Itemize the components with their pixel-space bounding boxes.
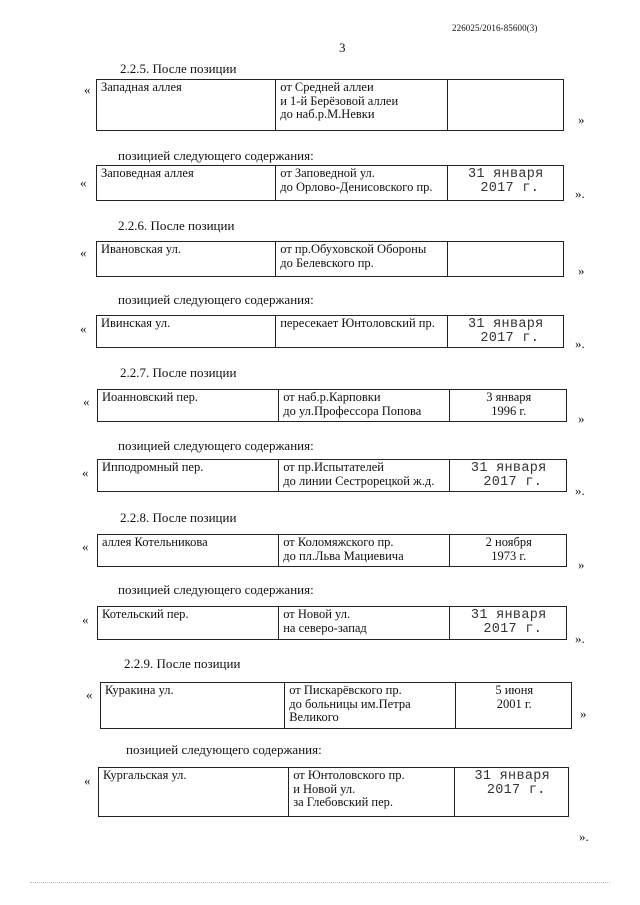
- close-quote: »: [580, 706, 587, 721]
- street-name-cell: [97, 80, 276, 130]
- section-heading: позицией следующего содержания:: [118, 582, 314, 597]
- date-cell: [455, 768, 568, 816]
- street-table-row: [100, 682, 572, 729]
- close-quote: »: [578, 112, 585, 127]
- open-quote: «: [82, 465, 89, 480]
- route-line: до ул.Профессора Попова: [283, 403, 422, 418]
- route-line: от наб.р.Карповки: [283, 390, 381, 404]
- date-line: 2017 г.: [483, 622, 543, 637]
- route-line: от Юнтоловского пр.: [293, 768, 405, 782]
- route-line: Великого: [289, 710, 339, 724]
- route-line: и 1-й Берёзовой аллеи: [280, 93, 399, 108]
- street-route-cell: [276, 80, 447, 130]
- open-quote: «: [80, 175, 87, 190]
- street-route-cell: [279, 460, 450, 491]
- date-line: 2017 г.: [486, 783, 546, 798]
- date-cell: [450, 535, 566, 566]
- open-quote: «: [84, 82, 91, 97]
- date-line: 31 января: [474, 769, 551, 784]
- street-table-row: [97, 389, 567, 422]
- route-line: от пр.Испытателей: [283, 460, 384, 474]
- street-route-cell: [285, 683, 456, 728]
- date-line: 2017 г.: [480, 331, 540, 346]
- section-heading: 2.2.8. После позиции: [120, 510, 237, 525]
- street-name-cell: [98, 460, 279, 491]
- date-line: 31 января: [467, 317, 544, 332]
- section-heading: 2.2.6. После позиции: [118, 218, 235, 233]
- open-quote: «: [83, 394, 90, 409]
- open-quote: «: [84, 773, 91, 788]
- street-table-row: [96, 79, 564, 131]
- close-quote: ».: [579, 829, 589, 844]
- date-line: 2001 г.: [496, 696, 532, 711]
- date-line: 3 января: [486, 390, 532, 404]
- street-table-row: [96, 315, 564, 348]
- section-heading: 2.2.7. После позиции: [120, 365, 237, 380]
- open-quote: «: [86, 687, 93, 702]
- street-name: аллея Котельникова: [102, 535, 208, 549]
- street-table-row: [97, 606, 567, 640]
- date-cell: [448, 80, 564, 130]
- footer-divider: [30, 882, 610, 883]
- street-name: Заповедная аллея: [101, 166, 194, 180]
- open-quote: «: [82, 539, 89, 554]
- street-table-row: [96, 165, 564, 201]
- date-cell: [450, 390, 566, 421]
- close-quote: ».: [575, 186, 585, 201]
- date-cell: [448, 166, 564, 200]
- section-heading: позицией следующего содержания:: [118, 292, 314, 307]
- section-heading: позицией следующего содержания:: [126, 742, 322, 757]
- street-name: Кургальская ул.: [103, 768, 187, 782]
- street-name-cell: [98, 390, 279, 421]
- street-name-cell: [99, 768, 289, 816]
- route-line: до линии Сестрорецкой ж.д.: [283, 473, 435, 488]
- date-cell: [448, 242, 564, 276]
- open-quote: «: [80, 321, 87, 336]
- date-line: 2017 г.: [483, 475, 543, 490]
- route-line: пересекает Юнтоловский пр.: [280, 316, 435, 330]
- date-line: 2017 г.: [480, 181, 540, 196]
- street-name-cell: [98, 535, 279, 566]
- street-route-cell: [279, 390, 450, 421]
- route-line: от пр.Обуховской Обороны: [280, 242, 427, 256]
- street-table-row: [97, 459, 567, 492]
- route-line: от Новой ул.: [283, 607, 351, 621]
- route-line: от Коломяжского пр.: [283, 535, 394, 549]
- open-quote: «: [82, 612, 89, 627]
- route-line: до больницы им.Петра: [289, 696, 411, 711]
- route-line: до Орлово-Денисовского пр.: [280, 179, 433, 194]
- route-line: от Пискарёвского пр.: [289, 683, 402, 697]
- street-name-cell: [97, 242, 276, 276]
- route-line: и Новой ул.: [293, 781, 356, 796]
- section-heading: позицией следующего содержания:: [118, 148, 314, 163]
- section-heading: 2.2.5. После позиции: [120, 61, 237, 76]
- street-name: Западная аллея: [101, 80, 182, 94]
- open-quote: «: [80, 245, 87, 260]
- close-quote: ».: [575, 483, 585, 498]
- date-cell: [450, 460, 566, 491]
- date-line: 1973 г.: [491, 548, 527, 563]
- street-route-cell: [276, 316, 447, 347]
- close-quote: »: [578, 557, 585, 572]
- date-cell: [456, 683, 571, 728]
- date-line: 5 июня: [495, 683, 534, 697]
- section-heading: 2.2.9. После позиции: [124, 656, 241, 671]
- date-line: 31 января: [470, 461, 547, 476]
- section-heading: позицией следующего содержания:: [118, 438, 314, 453]
- route-line: за Глебовский пер.: [293, 795, 394, 809]
- street-name: Ивинская ул.: [101, 316, 171, 330]
- street-route-cell: [276, 166, 447, 200]
- street-name-cell: [97, 316, 276, 347]
- route-line: до Белевского пр.: [280, 255, 374, 270]
- street-route-cell: [289, 768, 455, 816]
- date-line: 1996 г.: [491, 403, 527, 418]
- route-line: до пл.Льва Мациевича: [283, 548, 404, 563]
- street-name: Котельский пер.: [102, 607, 189, 621]
- close-quote: ».: [575, 631, 585, 646]
- street-name: Куракина ул.: [105, 683, 174, 697]
- street-table-row: [97, 534, 567, 567]
- close-quote: »: [578, 263, 585, 278]
- street-route-cell: [279, 535, 450, 566]
- street-name-cell: [97, 166, 276, 200]
- street-route-cell: [276, 242, 447, 276]
- route-line: до наб.р.М.Невки: [280, 107, 375, 121]
- route-line: от Средней аллеи: [280, 80, 374, 94]
- date-cell: [450, 607, 566, 639]
- street-name: Ивановская ул.: [101, 242, 181, 256]
- street-route-cell: [279, 607, 450, 639]
- street-table-row: [96, 241, 564, 277]
- street-name: Ипподромный пер.: [102, 460, 204, 474]
- close-quote: »: [578, 411, 585, 426]
- date-line: 31 января: [470, 608, 547, 623]
- route-line: на северо-запад: [283, 620, 367, 635]
- street-name-cell: [101, 683, 285, 728]
- street-name: Иоанновский пер.: [102, 390, 199, 404]
- date-line: 31 января: [467, 167, 544, 182]
- date-cell: [448, 316, 564, 347]
- date-line: 2 ноября: [485, 535, 532, 549]
- street-name-cell: [98, 607, 279, 639]
- document-id: 226025/2016-85600(3): [452, 23, 538, 33]
- page-number: 3: [339, 40, 346, 55]
- route-line: от Заповедной ул.: [280, 166, 375, 180]
- street-table-row: [98, 767, 569, 817]
- close-quote: ».: [575, 336, 585, 351]
